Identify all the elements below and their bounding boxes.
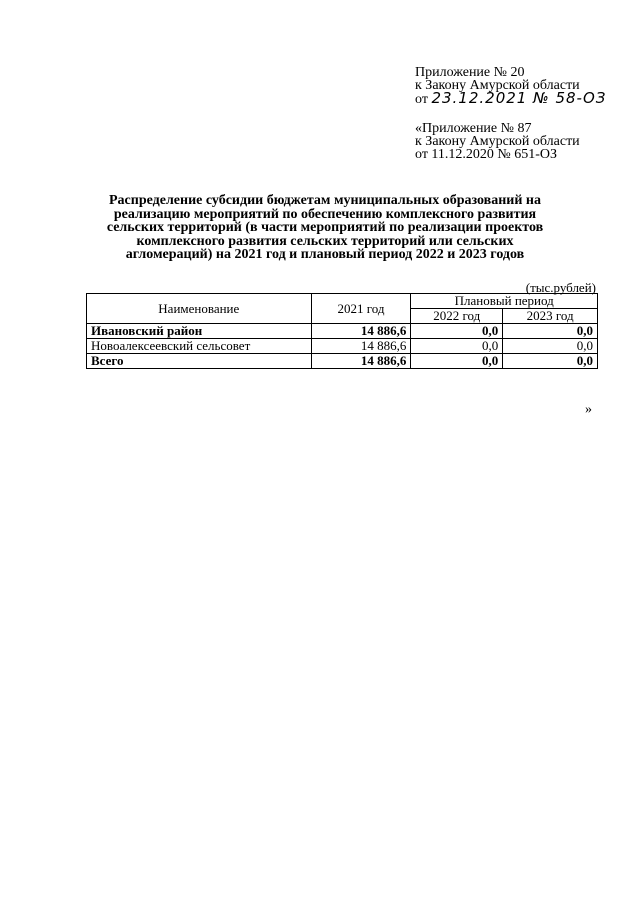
header-2023: 2023 год xyxy=(503,309,598,324)
row-name: Всего xyxy=(87,354,312,369)
appendix-number: Приложение № 20 xyxy=(415,65,525,80)
table-row xyxy=(87,324,598,339)
subsidy-table xyxy=(86,293,598,369)
row-2022: 0,0 xyxy=(411,339,503,354)
row-name: Ивановский район xyxy=(87,324,312,339)
table-header-row xyxy=(87,294,598,309)
document-title: Распределение субсидии бюджетам муниципальных образований на реализацию мероприятий по обеспечению комплексного развития сельских территорий (в части мероприятий по реализации проектов комплексного развития сельских территорий или сельских агломераций) на 2021 год и плановый период 2022 и 2023 годов xyxy=(106,193,544,262)
table-total-row xyxy=(87,354,598,369)
row-2022: 0,0 xyxy=(411,324,503,339)
row-2023: 0,0 xyxy=(503,339,598,354)
closing-quote: » xyxy=(585,402,592,417)
previous-appendix-law: к Закону Амурской области xyxy=(415,134,580,149)
previous-appendix-header xyxy=(415,122,580,161)
row-2023: 0,0 xyxy=(503,324,598,339)
header-2021: 2021 год xyxy=(311,294,411,324)
appendix-law: к Закону Амурской области xyxy=(415,78,580,93)
previous-appendix-number: «Приложение № 87 xyxy=(415,121,532,136)
appendix-header xyxy=(415,66,606,106)
header-2022: 2022 год xyxy=(411,309,503,324)
previous-appendix-date: от 11.12.2020 № 651-ОЗ xyxy=(415,147,558,162)
row-name: Новоалексеевский сельсовет xyxy=(87,339,312,354)
handwritten-date-number: 23.12.2021 № 58-ОЗ xyxy=(431,89,607,107)
table-row xyxy=(87,339,598,354)
appendix-date: от 23.12.2021 № 58-ОЗ xyxy=(415,89,607,107)
row-2021: 14 886,6 xyxy=(311,354,411,369)
row-2022: 0,0 xyxy=(411,354,503,369)
header-plan-period: Плановый период xyxy=(411,294,598,309)
header-name: Наименование xyxy=(87,294,312,324)
row-2023: 0,0 xyxy=(503,354,598,369)
units-label: (тыс.рублей) xyxy=(525,280,596,295)
row-2021: 14 886,6 xyxy=(311,324,411,339)
row-2021: 14 886,6 xyxy=(311,339,411,354)
